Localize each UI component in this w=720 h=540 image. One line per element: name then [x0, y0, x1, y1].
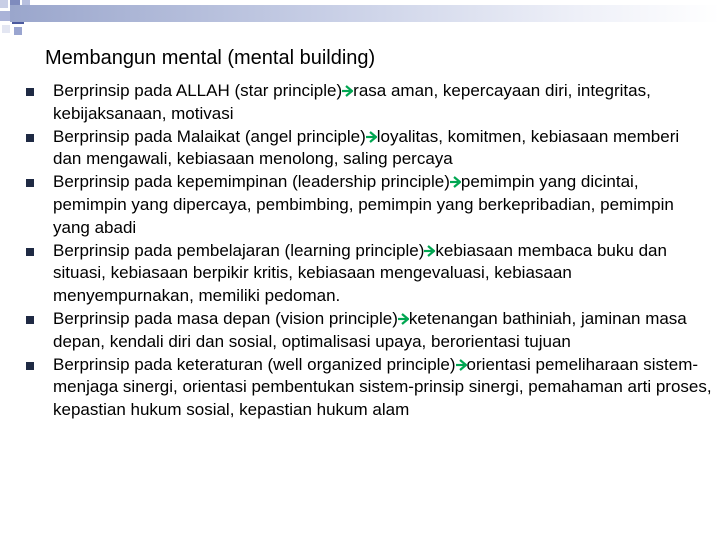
principle-label: Berprinsip pada masa depan (vision principle) [53, 308, 398, 328]
principle-outcomes: kebiasaan membaca buku dan situasi, kebiasaan berpikir kritis, kebiasaan mengevaluasi, kebiasaan menyempurnakan, memiliki pedoman. [53, 240, 667, 306]
slide-title: Membangun mental (mental building) [45, 47, 376, 69]
square-bullet-icon [26, 248, 34, 256]
principle-outcomes: rasa aman, kepercayaan diri, integritas, kebijaksanaan, motivasi [53, 81, 651, 123]
principle-outcomes: pemimpin yang dicintai, pemimpin yang dipercaya, pembimbing, pemimpin yang berkepribadian, pemimpin yang abadi [53, 172, 674, 237]
right-arrow-icon [424, 244, 435, 258]
list-item [22, 171, 712, 239]
header-gradient-bar [10, 5, 720, 22]
square-bullet-icon [26, 88, 34, 96]
right-arrow-icon [450, 175, 461, 189]
square-bullet-icon [26, 179, 34, 187]
list-item [22, 126, 712, 172]
square-bullet-icon [26, 316, 34, 324]
principle-label: Berprinsip pada Malaikat (angel principle) [53, 126, 366, 146]
list-item [22, 308, 712, 354]
principle-label: Berprinsip pada kepemimpinan (leadership principle) [53, 172, 450, 192]
principle-outcomes: ketenangan bathiniah, jaminan masa depan, kendali diri dan sosial, optimalisasi upaya, berorientasi tujuan [53, 308, 687, 351]
principle-label: Berprinsip pada ALLAH (star principle) [53, 81, 343, 100]
principle-outcomes: loyalitas, komitmen, kebiasaan memberi dan mengawali, kebiasaan menolong, saling percaya [53, 126, 680, 169]
list-item [22, 240, 712, 308]
principle-label: Berprinsip pada keteraturan (well organized principle) [53, 354, 456, 374]
right-arrow-icon [342, 84, 353, 98]
principles-list [22, 80, 712, 422]
list-item [22, 354, 712, 422]
list-item [22, 80, 712, 126]
right-arrow-icon [456, 358, 467, 372]
principle-label: Berprinsip pada pembelajaran (learning principle) [53, 240, 425, 260]
right-arrow-icon [366, 130, 377, 144]
square-bullet-icon [26, 134, 34, 142]
right-arrow-icon [398, 312, 409, 326]
square-bullet-icon [26, 362, 34, 370]
principle-outcomes: orientasi pemeliharaan sistem-menjaga sinergi, orientasi pembentukan sistem-prinsip sinergi, pemahaman arti proses, kepastian hukum sosial, kepastian hukum alam [53, 354, 712, 420]
